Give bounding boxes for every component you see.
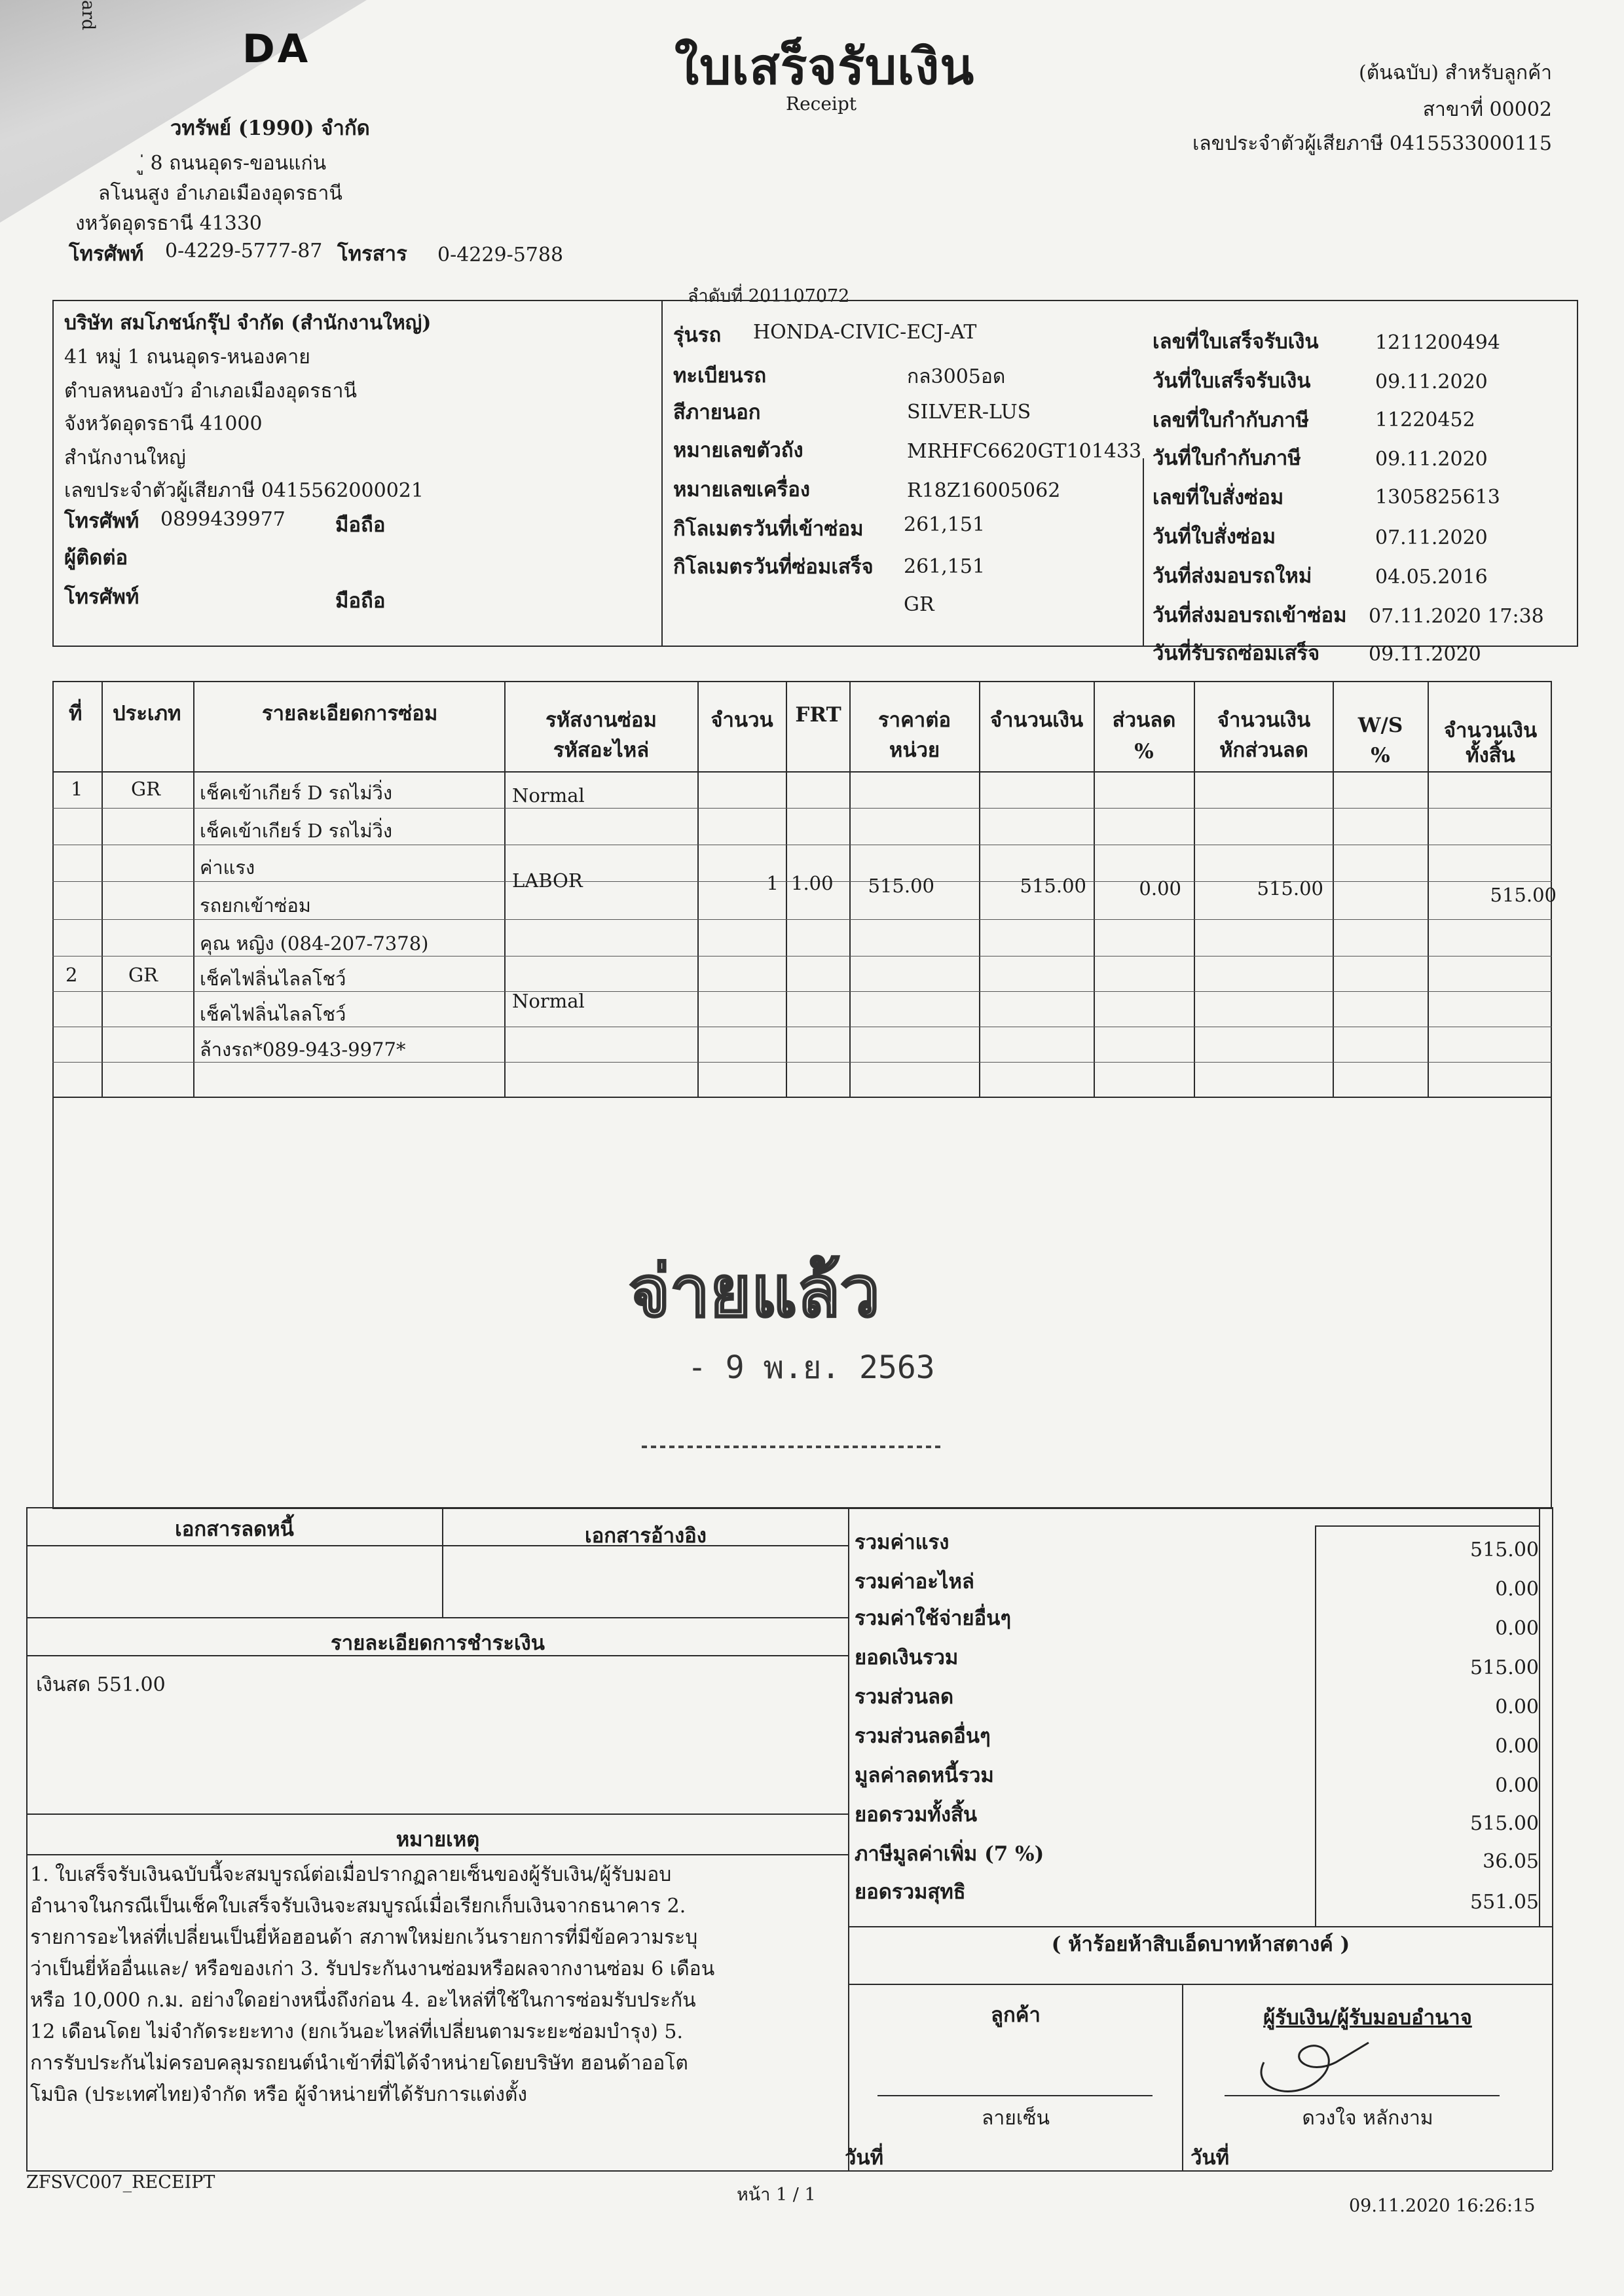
dealer-tax-id: เลขประจำตัวผู้เสียภาษี 0415533000115 <box>1192 132 1552 155</box>
paid-stamp <box>616 1244 956 1453</box>
customer-date-label: วันที่ <box>845 2146 884 2170</box>
summary-value: 36.05 <box>1483 1850 1539 1873</box>
col-header-price-sub: หน่วย <box>889 738 940 762</box>
customer-phone-label: โทรศัพท์ <box>64 509 139 533</box>
payment-detail: เงินสด 551.00 <box>36 1673 166 1696</box>
row-detail: เช็คไฟลิ่นไลลโชว์ <box>200 968 346 990</box>
col-header-frt: FRT <box>795 703 841 727</box>
row-code: Normal <box>512 990 585 1012</box>
receiver-date-label: วันที่ <box>1190 2146 1230 2170</box>
col-header-detail: รายละเอียดการซ่อม <box>262 702 438 725</box>
row-detail: เช็คไฟลิ่นไลลโชว์ <box>200 1003 346 1025</box>
vehicle-label: รุ่นรถ <box>673 323 722 347</box>
doc-info-label: วันที่รับรถซ่อมเสร็จ <box>1153 642 1320 665</box>
row-detail: ค่าแรง <box>200 856 255 879</box>
vehicle-label: กิโลเมตรวันที่ซ่อมเสร็จ <box>673 555 874 579</box>
summary-value: 515.00 <box>1470 1812 1539 1835</box>
col-header-total: จำนวนเงิน <box>1443 719 1538 742</box>
customer-address-3: จังหวัดอุดรธานี 41000 <box>64 412 263 435</box>
summary-label: มูลค่าลดหนี้รวม <box>855 1764 994 1787</box>
doc-info-value: 09.11.2020 <box>1375 448 1488 471</box>
customer-tax-id: เลขประจำตัวผู้เสียภาษี 0415562000021 <box>64 479 424 502</box>
dealer-phone: 0-4229-5777-87 <box>165 240 323 263</box>
row-detail: เช็คเข้าเกียร์ D รถไม่วิ่ง <box>200 820 393 842</box>
doc-info-value: 09.11.2020 <box>1375 371 1488 393</box>
vehicle-value: SILVER-LUS <box>907 401 1031 424</box>
row-no: 2 <box>65 964 78 986</box>
row-discount: 0.00 <box>1139 877 1181 900</box>
receiver-name: ดวงใจ หลักงาม <box>1302 2107 1433 2130</box>
col-header-code: รหัสงานซ่อม <box>545 708 657 732</box>
doc-info-value: 07.11.2020 <box>1375 526 1488 549</box>
customer-address-2: ตำบลหนองบัว อำเภอเมืองอุดรธานี <box>64 380 358 403</box>
customer-office: สำนักงานใหญ่ <box>64 446 186 469</box>
vehicle-label: หมายเลขตัวถัง <box>673 439 803 462</box>
summary-label: รวมค่าแรง <box>855 1531 950 1554</box>
row-detail: ล้างรถ*089-943-9977* <box>200 1038 406 1061</box>
doc-info-label: เลขที่ใบเสร็จรับเงิน <box>1153 330 1319 354</box>
customer-signature-label: ลายเซ็น <box>982 2107 1050 2130</box>
receiver-signature-title: ผู้รับเงิน/ผู้รับมอบอำนาจ <box>1263 2006 1472 2030</box>
col-header-net-sub: หักส่วนลด <box>1219 738 1308 762</box>
dealer-address-1: ู่ 8 ถนนอุดร-ขอนแก่น <box>144 152 327 175</box>
col-header-discount: ส่วนลด <box>1112 708 1176 732</box>
doc-info-label: วันที่ใบเสร็จรับเงิน <box>1153 369 1311 393</box>
dealer-phone-label: โทรศัพท์ <box>69 242 144 266</box>
doc-info-value: 04.05.2016 <box>1375 566 1488 589</box>
col-header-type: ประเภท <box>113 702 181 725</box>
branch-label: สาขาที่ 00002 <box>1422 98 1552 121</box>
dealer-address-3: งหวัดอุดรธานี 41330 <box>75 212 262 235</box>
row-code: LABOR <box>512 869 583 892</box>
summary-label: รวมค่าอะไหล่ <box>855 1570 974 1594</box>
stamp-date: - 9 พ.ย. 2563 <box>688 1349 935 1386</box>
customer-phone: 0899439977 <box>160 508 286 531</box>
contact-mobile-label: มือถือ <box>335 589 386 613</box>
row-code: Normal <box>512 784 585 807</box>
corner-text: ard <box>78 0 98 31</box>
dealer-fax-label: โทรสาร <box>337 242 407 266</box>
dealer-address-2: ลโนนสูง อำเภอเมืองอุดรธานี <box>98 182 342 205</box>
debit-doc-header: เอกสารลดหนี้ <box>175 1518 294 1541</box>
col-header-amount: จำนวนเงิน <box>989 708 1084 732</box>
vehicle-value: HONDA-CIVIC-ECJ-AT <box>753 321 977 344</box>
row-qty: 1 <box>766 872 779 894</box>
summary-value: 515.00 <box>1470 1656 1539 1679</box>
row-no: 1 <box>71 778 83 800</box>
customer-mobile-label: มือถือ <box>335 513 386 537</box>
copy-label: (ต้นฉบับ) สำหรับลูกค้า <box>1358 62 1552 84</box>
summary-value: 0.00 <box>1495 1578 1539 1601</box>
row-total: 515.00 <box>1490 884 1557 906</box>
summary-label: รวมค่าใช้จ่ายอื่นๆ <box>855 1607 1012 1630</box>
row-net: 515.00 <box>1257 877 1323 900</box>
doc-info-label: เลขที่ใบสั่งซ่อม <box>1153 486 1284 509</box>
vehicle-label: สีภายนอก <box>673 401 761 424</box>
col-header-code-sub: รหัสอะไหล่ <box>553 738 650 762</box>
form-code: ZFSVC007_RECEIPT <box>26 2172 215 2193</box>
row-detail: เช็คเข้าเกียร์ D รถไม่วิ่ง <box>200 782 393 804</box>
doc-info-value: 1211200494 <box>1375 331 1500 354</box>
col-header-ws: W/S <box>1357 714 1403 737</box>
col-header-net: จำนวนเงิน <box>1217 708 1311 732</box>
summary-label: รวมส่วนลด <box>855 1685 954 1709</box>
contact-label: ผู้ติดต่อ <box>64 546 128 570</box>
row-price: 515.00 <box>868 875 934 897</box>
col-header-total-sub: ทั้งสิ้น <box>1466 744 1515 767</box>
summary-label: รวมส่วนลดอื่นๆ <box>855 1724 991 1748</box>
doc-info-label: วันที่ใบกำกับภาษี <box>1153 446 1301 470</box>
payment-header: รายละเอียดการชำระเงิน <box>331 1631 545 1655</box>
col-header-price: ราคาต่อ <box>878 708 951 732</box>
vehicle-value: GR <box>904 593 934 616</box>
row-type: GR <box>131 778 161 800</box>
doc-info-label: วันที่ส่งมอบรถเข้าซ่อม <box>1153 604 1347 627</box>
remarks-text: 1. ใบเสร็จรับเงินฉบับนี้จะสมบูรณ์ต่อเมื่อปรากฏลายเซ็นของผู้รับเงิน/ผู้รับมอบอำนาจในกรณีเป็นเช็คใบเสร็จรับเงินจะสมบูรณ์เมื่อเรียกเก็บเงินจากธนาคาร 2. รายการอะไหล่ที่เปลี่ยนเป็นยี่ห้อฮอนด้า สภาพใหม่ยกเว้นรายการที่มีข้อความระบุว่าเป็นยี่ห้ออื่นและ/ หรือของเก่า 3. รับประกันงานซ่อมหรือผลจากงานซ่อม 6 เดือน หรือ 10,000 ก.ม. อย่างใดอย่างหนึ่งถึงก่อน 4. อะไหล่ที่ใช้ในการซ่อมรับประกัน 12 เดือนโดย ไม่จำกัดระยะทาง (ยกเว้นอะไหล่ที่เปลี่ยนตามระยะซ่อมบำรุง) 5. การรับประกันไม่ครอบคลุมรถยนต์นำเข้าที่มิได้จำหน่ายโดยบริษัท ฮอนด้าออโตโมบิล (ประเทศไทย)จำกัด หรือ ผู้จำหน่ายที่ได้รับการแต่งตั้ง <box>30 1863 715 2106</box>
customer-address-1: 41 หมู่ 1 ถนนอุดร-หนองคาย <box>64 346 310 369</box>
vehicle-value: 261,151 <box>904 555 986 578</box>
row-type: GR <box>128 964 158 986</box>
col-header-ws-sub: % <box>1371 744 1390 767</box>
dealer-name: วทรัพย์ (1990) จำกัด <box>170 117 370 140</box>
document-title: ใบเสร็จรับเงิน <box>674 37 975 96</box>
ref-doc-header: เอกสารอ้างอิง <box>585 1524 707 1548</box>
page-number: หน้า 1 / 1 <box>737 2185 816 2205</box>
vehicle-label: หมายเลขเครื่อง <box>673 478 810 501</box>
summary-label: ยอดเงินรวม <box>855 1646 959 1669</box>
summary-value: 515.00 <box>1470 1539 1539 1561</box>
stamp-text: จ่ายแล้ว <box>629 1251 880 1333</box>
summary-value: 551.05 <box>1470 1891 1539 1914</box>
document-subtitle: Receipt <box>786 93 857 115</box>
summary-label: ภาษีมูลค่าเพิ่ม (7 %) <box>855 1842 1044 1866</box>
col-header-qty: จำนวน <box>710 708 773 732</box>
row-amount: 515.00 <box>1020 875 1086 897</box>
summary-value: 0.00 <box>1495 1696 1539 1719</box>
vehicle-value: R18Z16005062 <box>907 479 1061 502</box>
amount-in-words: ( ห้าร้อยห้าสิบเอ็ดบาทห้าสตางค์ ) <box>1051 1933 1350 1956</box>
row-detail: รถยกเข้าซ่อม <box>200 894 311 917</box>
summary-label: ยอดรวมสุทธิ <box>855 1880 966 1904</box>
doc-info-value: 09.11.2020 <box>1369 643 1481 666</box>
row-detail: คุณ หญิง (084-207-7378) <box>200 932 429 955</box>
doc-info-label: วันที่ใบสั่งซ่อม <box>1153 525 1276 549</box>
honda-logo: DA <box>242 26 311 72</box>
vehicle-label: กิโลเมตรวันที่เข้าซ่อม <box>673 517 864 541</box>
sequence-number: ลำดับที่ 201107072 <box>688 286 850 306</box>
col-header-no: ที่ <box>69 702 83 725</box>
customer-name: บริษัท สมโภชน์กรุ๊ป จำกัด (สำนักงานใหญ่) <box>64 312 432 335</box>
col-header-discount-sub: % <box>1134 740 1154 763</box>
dealer-fax: 0-4229-5788 <box>437 244 564 266</box>
customer-signature-title: ลูกค้า <box>991 2003 1041 2027</box>
contact-phone-label: โทรศัพท์ <box>64 585 139 609</box>
doc-info-label: วันที่ส่งมอบรถใหม่ <box>1153 564 1312 588</box>
vehicle-value: 261,151 <box>904 513 986 536</box>
doc-info-value: 1305825613 <box>1375 486 1500 509</box>
print-timestamp: 09.11.2020 16:26:15 <box>1349 2196 1536 2216</box>
vehicle-value: กล3005อด <box>907 365 1006 388</box>
row-frt: 1.00 <box>791 872 834 894</box>
vehicle-value: MRHFC6620GT101433 <box>907 440 1142 463</box>
vehicle-label: ทะเบียนรถ <box>673 364 767 388</box>
summary-value: 0.00 <box>1495 1774 1539 1797</box>
doc-info-value: 11220452 <box>1375 409 1475 431</box>
doc-info-label: เลขที่ใบกำกับภาษี <box>1153 409 1309 432</box>
remarks-header: หมายเหตุ <box>396 1828 480 1851</box>
doc-info-value: 07.11.2020 17:38 <box>1369 605 1544 628</box>
summary-value: 0.00 <box>1495 1617 1539 1640</box>
summary-value: 0.00 <box>1495 1735 1539 1758</box>
summary-label: ยอดรวมทั้งสิ้น <box>855 1803 978 1827</box>
